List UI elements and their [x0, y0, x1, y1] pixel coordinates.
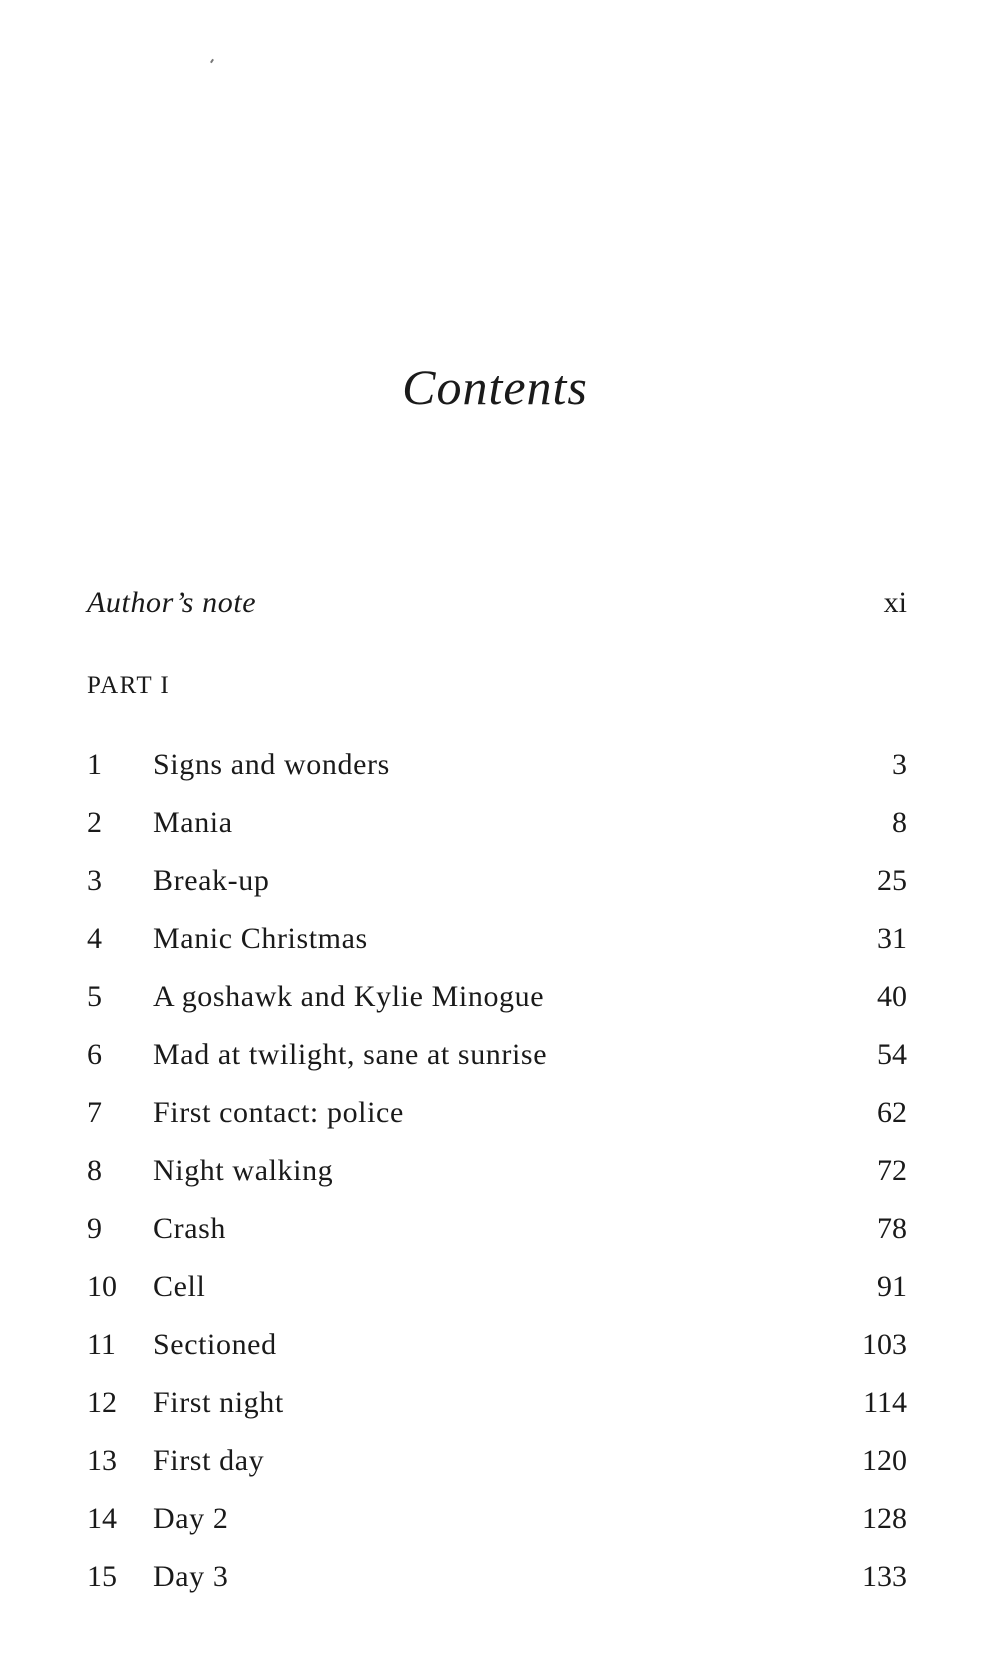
chapter-page: 25	[877, 864, 907, 897]
chapter-number: 13	[87, 1444, 117, 1477]
chapter-page: 91	[877, 1270, 907, 1303]
chapter-title: Signs and wonders	[153, 748, 390, 781]
toc-entry[interactable]	[87, 1383, 907, 1423]
toc-entry[interactable]	[87, 1209, 907, 1249]
chapter-title: Day 3	[153, 1560, 229, 1593]
chapter-page: 62	[877, 1096, 907, 1129]
page-title: Contents	[402, 359, 588, 415]
toc-entry[interactable]	[87, 1499, 907, 1539]
chapter-number: 15	[87, 1560, 117, 1593]
chapter-page: 120	[862, 1444, 907, 1477]
chapter-page: 128	[862, 1502, 907, 1535]
chapter-page: 72	[877, 1154, 907, 1187]
toc-entry[interactable]	[87, 1151, 907, 1191]
chapter-title: Cell	[153, 1270, 206, 1303]
toc-entry[interactable]	[87, 1267, 907, 1307]
chapter-title: Crash	[153, 1212, 226, 1245]
chapter-title: A goshawk and Kylie Minogue	[153, 980, 545, 1013]
chapter-number: 7	[87, 1096, 102, 1129]
chapter-title: Day 2	[153, 1502, 229, 1535]
chapter-number: 14	[87, 1502, 117, 1535]
toc-entry[interactable]	[87, 803, 907, 843]
chapter-title: Break-up	[153, 864, 270, 897]
toc-entry[interactable]	[87, 1035, 907, 1075]
chapter-number: 4	[87, 922, 102, 955]
toc-entry[interactable]	[87, 919, 907, 959]
chapter-number: 9	[87, 1212, 102, 1245]
chapter-number: 1	[87, 748, 102, 781]
chapter-number: 12	[87, 1386, 117, 1419]
chapter-page: 40	[877, 980, 907, 1013]
part-heading: PART I	[87, 672, 171, 699]
toc-entry[interactable]	[87, 1441, 907, 1481]
toc-entry-page: xi	[883, 586, 907, 619]
chapter-title: First contact: police	[153, 1096, 404, 1129]
chapter-title: First day	[153, 1444, 265, 1477]
chapter-page: 103	[862, 1328, 907, 1361]
chapter-number: 8	[87, 1154, 102, 1187]
chapter-number: 3	[87, 864, 102, 897]
toc-entry[interactable]	[87, 861, 907, 901]
scan-speck	[210, 59, 214, 63]
chapter-page: 114	[863, 1386, 907, 1419]
toc-entry-title: Author’s note	[87, 586, 257, 619]
toc-entry[interactable]	[87, 1325, 907, 1365]
chapter-number: 6	[87, 1038, 102, 1071]
toc-entry[interactable]	[87, 1093, 907, 1133]
chapter-page: 31	[877, 922, 907, 955]
chapter-page: 8	[892, 806, 907, 839]
chapter-title: Mad at twilight, sane at sunrise	[153, 1038, 548, 1071]
toc-entry[interactable]	[87, 745, 907, 785]
chapter-page: 54	[877, 1038, 907, 1071]
chapter-title: Sectioned	[153, 1328, 277, 1361]
toc-entry[interactable]	[87, 1557, 907, 1597]
chapter-number: 2	[87, 806, 102, 839]
chapter-title: First night	[153, 1386, 284, 1419]
chapter-number: 5	[87, 980, 102, 1013]
chapter-number: 11	[87, 1328, 116, 1361]
toc-entry[interactable]	[87, 977, 907, 1017]
chapter-page: 78	[877, 1212, 907, 1245]
chapter-page: 133	[862, 1560, 907, 1593]
chapter-number: 10	[87, 1270, 117, 1303]
chapter-title: Mania	[153, 806, 233, 839]
chapter-page: 3	[892, 748, 907, 781]
toc-entry-authors-note[interactable]	[87, 583, 907, 623]
chapter-title: Night walking	[153, 1154, 334, 1187]
chapter-title: Manic Christmas	[153, 922, 368, 955]
